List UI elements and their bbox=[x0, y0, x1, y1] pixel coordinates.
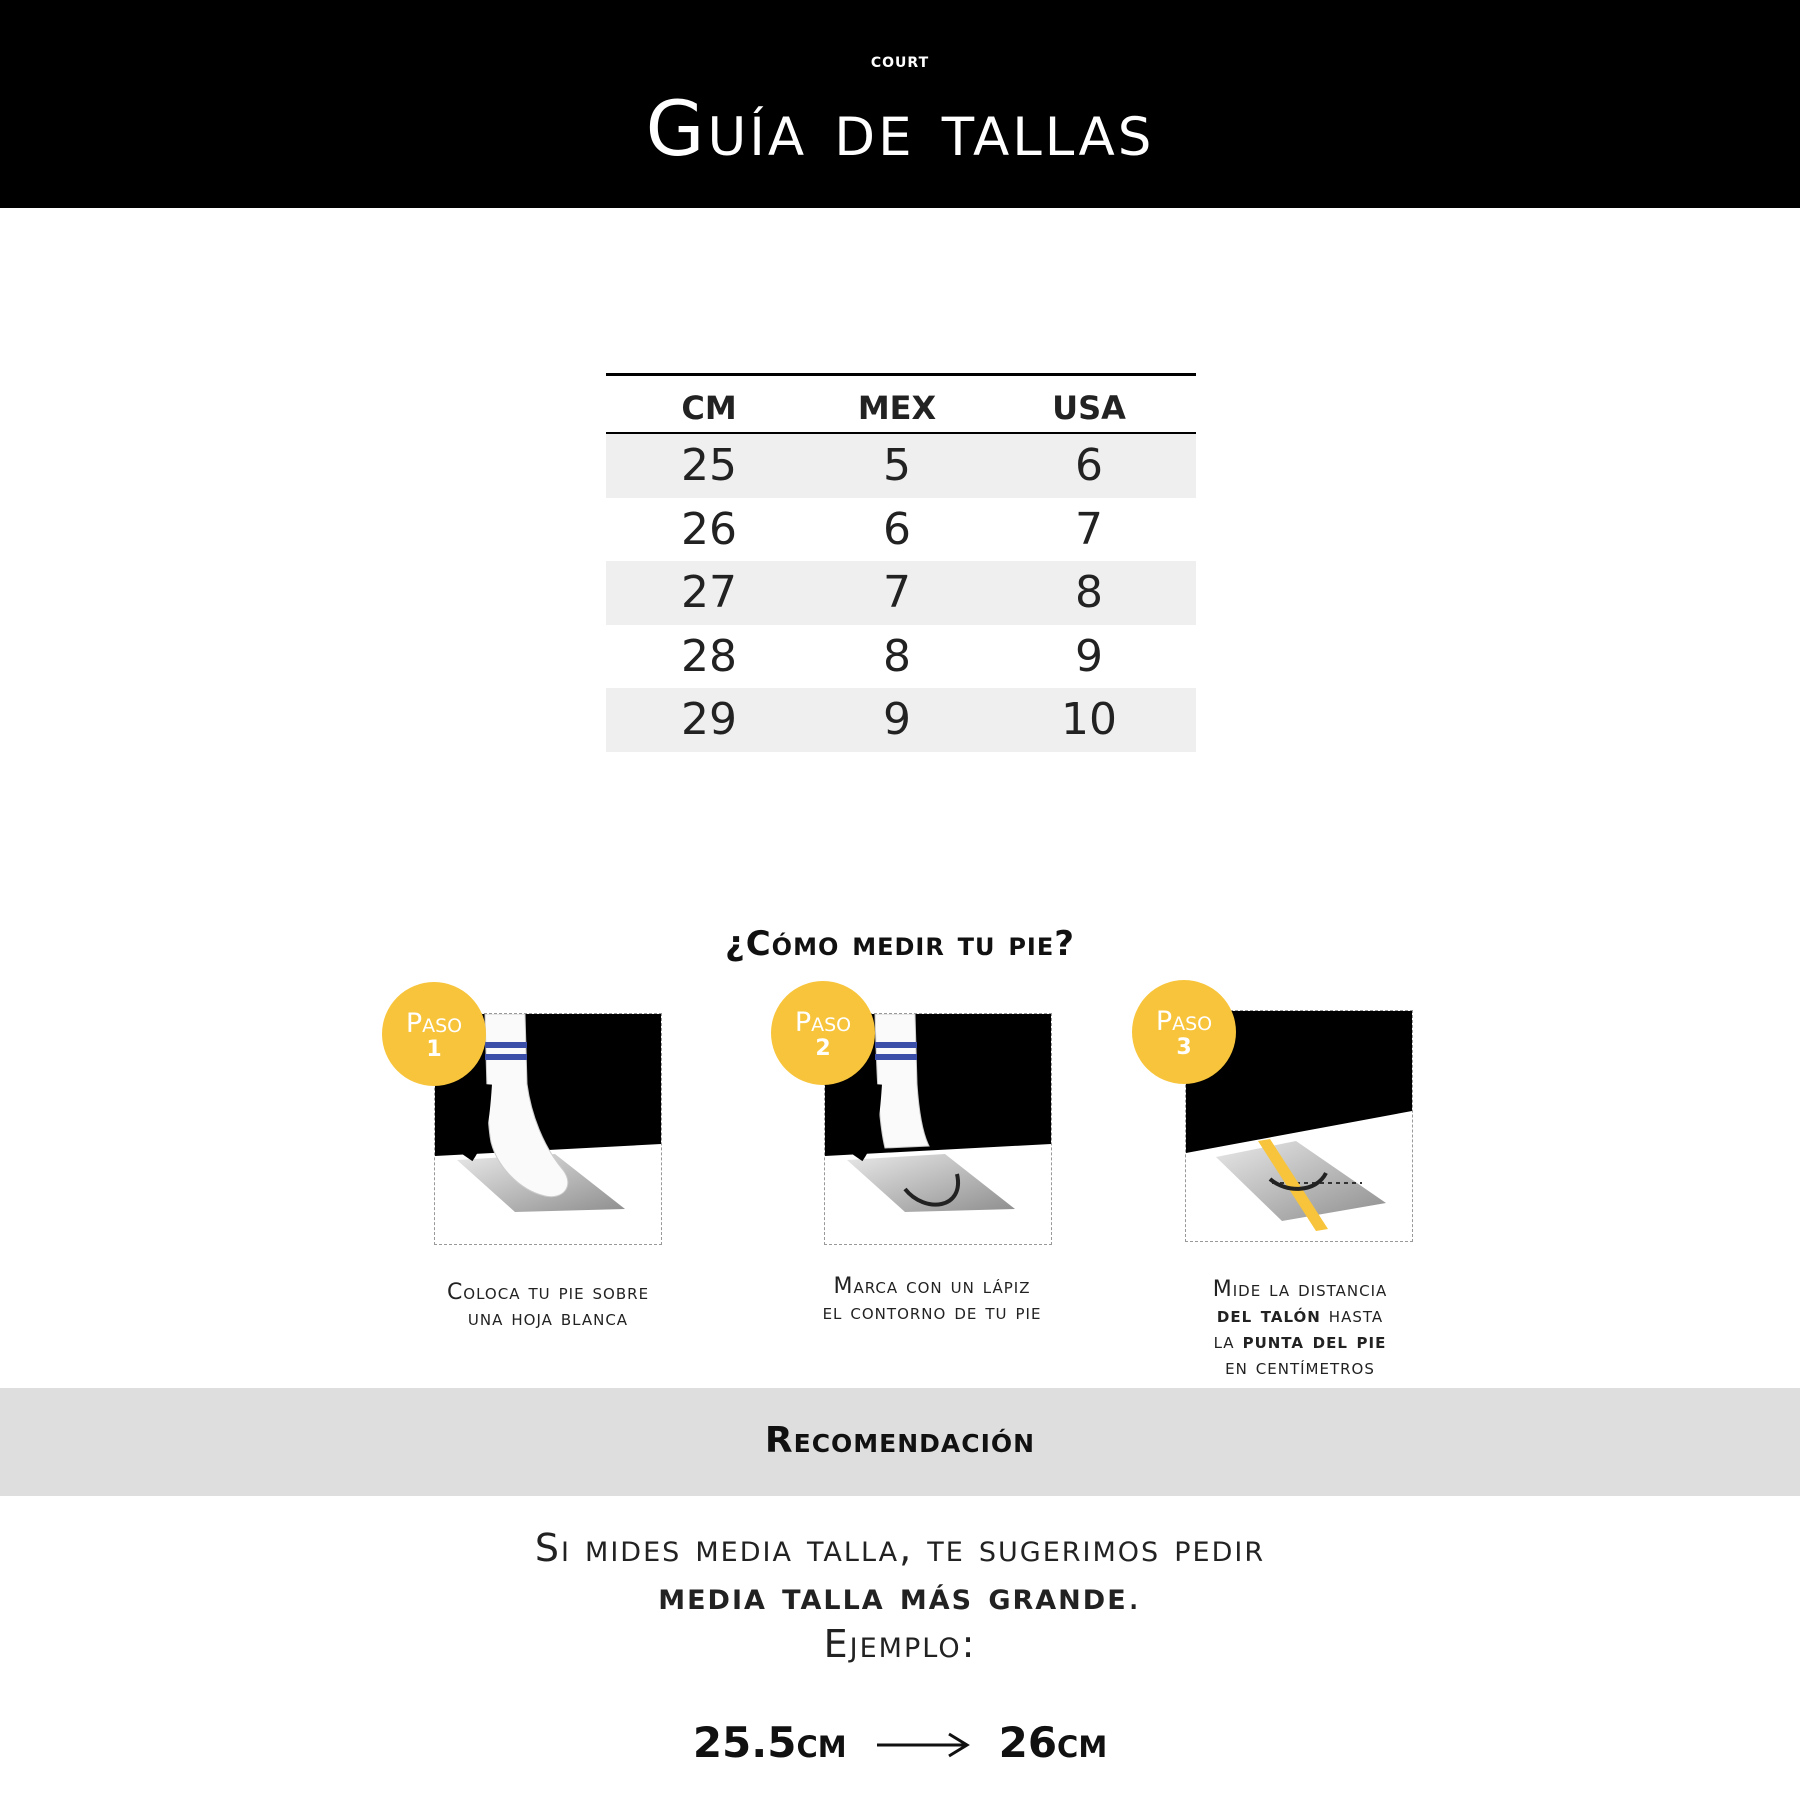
step-badge: Paso 1 bbox=[382, 982, 486, 1086]
cell-usa: 10 bbox=[1061, 694, 1117, 746]
cell-mex: 8 bbox=[883, 630, 911, 682]
table-row bbox=[606, 561, 1196, 625]
cell-mex: 7 bbox=[883, 567, 911, 619]
cell-cm: 29 bbox=[681, 694, 737, 746]
arrow-right-icon bbox=[875, 1721, 971, 1770]
recommendation-text: Si mides media talla, te sugerimos pedir media talla más grande. Ejemplo: bbox=[534, 1526, 1266, 1666]
page-title: Guía de tallas bbox=[645, 84, 1155, 173]
cell-mex: 6 bbox=[883, 503, 911, 555]
example-conversion bbox=[0, 1718, 1800, 1770]
cell-cm: 28 bbox=[681, 630, 737, 682]
cell-usa: 7 bbox=[1075, 503, 1103, 555]
table-header-row bbox=[606, 376, 1196, 434]
recommendation-title: Recomendación bbox=[764, 1420, 1036, 1461]
example-from: 25.5cm bbox=[692, 1718, 847, 1767]
step-badge: Paso 2 bbox=[771, 981, 875, 1085]
column-header-cm: CM bbox=[681, 389, 737, 427]
cell-usa: 9 bbox=[1075, 630, 1103, 682]
cell-cm: 26 bbox=[681, 503, 737, 555]
recommendation-highlight: media talla más grande bbox=[658, 1574, 1128, 1618]
step-caption: Coloca tu pie sobre una hoja blanca bbox=[446, 1280, 650, 1331]
example-to: 26cm bbox=[998, 1718, 1108, 1767]
step-caption: Mide la distancia del talón hasta la punta del pie en centímetros bbox=[1212, 1277, 1388, 1380]
step-badge: Paso 3 bbox=[1132, 980, 1236, 1084]
brand-logo: court bbox=[870, 48, 930, 72]
header-banner bbox=[0, 0, 1800, 208]
column-header-mex: MEX bbox=[857, 389, 937, 427]
size-table bbox=[606, 373, 1196, 752]
table-row bbox=[606, 434, 1196, 498]
cell-mex: 9 bbox=[883, 694, 911, 746]
cell-usa: 8 bbox=[1075, 567, 1103, 619]
table-row bbox=[606, 498, 1196, 562]
column-header-usa: USA bbox=[1052, 389, 1126, 427]
cell-cm: 27 bbox=[681, 567, 737, 619]
cell-usa: 6 bbox=[1075, 440, 1103, 492]
cell-mex: 5 bbox=[883, 440, 911, 492]
cell-cm: 25 bbox=[681, 440, 737, 492]
recommendation-bar bbox=[0, 1388, 1800, 1496]
step-caption: Marca con un lápiz el contorno de tu pie bbox=[822, 1274, 1042, 1325]
table-row bbox=[606, 688, 1196, 752]
table-row bbox=[606, 625, 1196, 689]
howto-title: ¿Cómo medir tu pie? bbox=[725, 924, 1075, 964]
